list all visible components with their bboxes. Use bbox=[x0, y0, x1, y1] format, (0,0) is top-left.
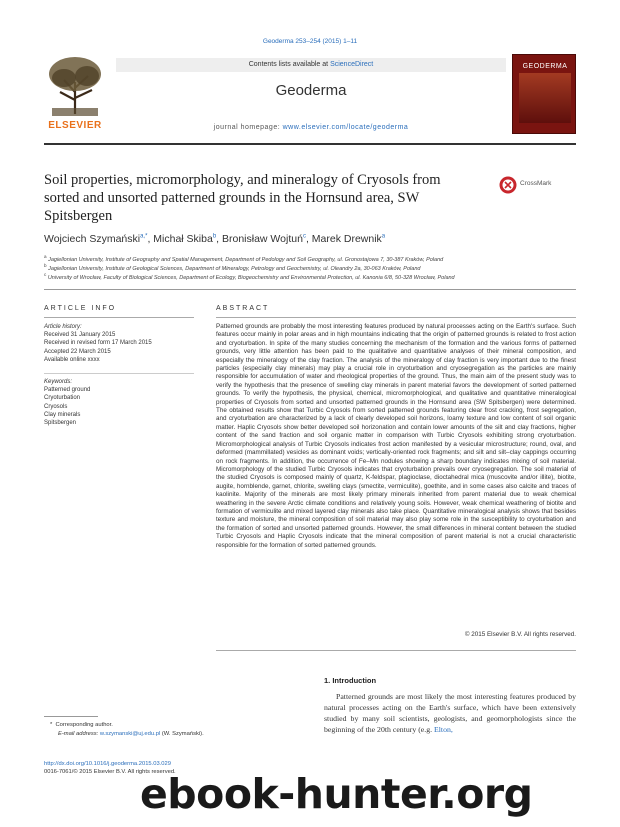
footnote-label: Corresponding author. bbox=[55, 722, 113, 728]
doi-link[interactable]: http://dx.doi.org/10.1016/j.geoderma.2015.03.029 bbox=[44, 761, 171, 767]
affiliation-a: $^a$ Jagiellonian University, Institute of Geography and Spatial Management, Department of Pedology and Soil Geography, ul. Gronostajowa 7, 30-387 Kraków, Poland bbox=[44, 254, 444, 263]
publisher-wordmark: ELSEVIER bbox=[48, 120, 102, 131]
article-info-divider bbox=[44, 317, 194, 318]
elsevier-logo[interactable] bbox=[44, 52, 106, 132]
abstract-bottom-divider bbox=[216, 650, 576, 651]
article-title: Soil properties, micromorphology, and mineralogy of Cryosols from sorted and unsorted patterned grounds in the Hornsund area, SW Spitsbergen bbox=[44, 172, 441, 224]
history-item: Available online xxxx bbox=[44, 356, 100, 363]
abstract-heading: ABSTRACT bbox=[216, 305, 270, 312]
homepage-prefix: journal homepage: bbox=[213, 124, 283, 131]
history-item: Accepted 22 March 2015 bbox=[44, 348, 111, 355]
author-name[interactable]: Marek Drewnik bbox=[311, 233, 382, 245]
journal-name: Geoderma bbox=[275, 82, 347, 99]
author-affil-marker[interactable]: b bbox=[212, 233, 217, 240]
history-item: Received in revised form 17 March 2015 bbox=[44, 340, 152, 347]
keyword: Clay minerals bbox=[44, 411, 81, 418]
author-name[interactable]: Wojciech Szymański bbox=[44, 233, 141, 245]
crossmark-badge[interactable] bbox=[499, 176, 579, 194]
homepage-link[interactable]: www.elsevier.com/locate/geoderma bbox=[282, 124, 409, 131]
issn-line: 0016-7061/© 2015 Elsevier B.V. All rights reserved. bbox=[44, 769, 176, 775]
footnote-divider bbox=[44, 716, 98, 717]
email-label: E-mail address: bbox=[58, 731, 100, 737]
history-label: Article history: bbox=[44, 324, 82, 330]
author-email-link[interactable]: w.szymanski@uj.edu.pl bbox=[99, 731, 161, 737]
keywords-divider bbox=[44, 373, 194, 374]
journal-header bbox=[44, 52, 576, 141]
keyword: Cryosols bbox=[44, 403, 68, 410]
watermark: ebook-hunter.org bbox=[140, 770, 533, 818]
header-divider bbox=[44, 143, 576, 145]
corresponding-author-footnote bbox=[44, 721, 294, 739]
journal-cover[interactable] bbox=[512, 54, 576, 134]
author-affil-marker[interactable]: a,* bbox=[140, 233, 148, 240]
article-history bbox=[44, 323, 194, 364]
introduction-heading: 1. Introduction bbox=[324, 676, 377, 685]
keywords bbox=[44, 378, 194, 427]
keyword: Patterned ground bbox=[44, 387, 91, 394]
keyword: Spitsbergen bbox=[44, 420, 77, 427]
affiliation-b: $^b$ Jagiellonian University, Institute of Geological Sciences, Department of Mineralogy, Petrology and Geochemistry, ul. Oleandry 2a, 30-063 Kraków, Poland bbox=[44, 263, 421, 272]
author-name[interactable]: Michał Skiba bbox=[153, 233, 213, 245]
email-suffix: (W. Szymański). bbox=[160, 731, 204, 737]
abstract-body: Patterned grounds are probably the most interesting features produced by natural processes acting on the Earth's surface. Such features occur mainly in polar areas and in high mountains indicating that the origin of patterned grounds is related to frost action and cryoturbation. In spite of the many studies concerning the mechanism of the formation and the various forms of patterned grounds, very little attention has been paid to the qualitative and quantitative analyses of their mineral composition, and especially the mineralogy of the clay fraction. The analysis of the mineralogy of clay fraction is very important due to the finest particles (especially clay minerals) may play a crucial role in cryoturbation and cryosegregation as the particles are mainly responsible for accumulation of water and rheological properties of the ground. Thus, the main aim of the present study was to verify the hypothesis that the presence of swelling clay minerals in parent material favors the development of sorted patterned grounds. To verify the hypothesis, the physical, chemical, micromorphological, and qualitative and quantitative mineralogical properties of Cryosols from sorted and unsorted patterned grounds in the Hornsund area (SW Spitsbergen) were determined. The obtained results show that Turbic Cryosols from sorted patterned grounds featuring clear frost cracking, frost segregation, and cryoturbation are characterized by a lack of clearly developed soil horizons, loamy texture and low content of soil organic matter. Haplic Cryosols show better developed soil horizonation and contain lower amounts of the silt and clay fractions, higher content of the sand fraction and soil organic matter in comparison with Turbic Cryosols exhibiting strong cryoturbation. Micromorphological analysis of Turbic Cryosols indicates frost action manifested by a vesicular microstructure; round, oval, and deformed (mammillated) vesicles as dominant voids; vertically-oriented rock fragments; and silt and silt–clay cappings occurring on rock fragments. In addition, the occurrence of Fe–Mn nodules showing a sharp boundary indicates mixing of soil material. Micromorphology of the studied Turbic Cryosols indicates that cryoturbation prevails over cryosegregation. The soil material of the studied Cryosols is composed mainly of quartz, K-feldspar, plagioclase, dioctahedral mica (muscovite and/or illite), biotite, augite, hornblende, garnet, chlorite, swelling clays (smectite, vermiculite), goethite, and in some cases also calcite and traces of kaolinite. Majority of the minerals are most likely primary minerals inherited from parent material due to weak chemical weathering in the severe Arctic climate conditions and relatively young soils. However, weak chemical weathering of biotite and formation of vermiculite and mixed layered clay minerals also take place. Quantitative mineralogical analysis shows that besides texture and moisture, the mineral composition of soil material may also play some role in the susceptibility to cryoturbation and the formation of sorted and unsorted patterned grounds. However, the small differences in mineral content between the studied Turbic Cryosols and Haplic Cryosols indicate that the mineral composition of parent material is not a crucial characteristic responsible for the formation of sorted patterned grounds. bbox=[216, 323, 576, 549]
introduction-body: Patterned grounds are most likely the most interesting features produced by natural processes acting on the Earth's surface, which have been extensively studied by many soil scientists, geologists, and geomorphologists since the beginning of the 20th century (e.g. Elton, bbox=[324, 692, 576, 734]
keywords-label: Keywords: bbox=[44, 379, 73, 385]
copyright-notice: © 2015 Elsevier B.V. All rights reserved. bbox=[464, 631, 576, 638]
contents-bar bbox=[116, 58, 506, 72]
affiliation-divider bbox=[44, 289, 576, 290]
keyword: Cryoturbation bbox=[44, 395, 81, 402]
cover-image bbox=[519, 73, 571, 123]
crossmark-icon bbox=[499, 176, 517, 194]
abstract-divider bbox=[216, 317, 576, 318]
history-item: Received 31 January 2015 bbox=[44, 332, 116, 339]
journal-homepage bbox=[116, 124, 506, 131]
author-affil-marker[interactable]: a bbox=[381, 233, 386, 240]
author-list: Wojciech Szymański$^{a,*}$, Michał Skiba$^b$, Bronisław Wojtuń$^c$, Marek Drewnik$^a$ bbox=[44, 233, 386, 245]
footnote-marker: * bbox=[50, 722, 53, 728]
contents-prefix: Contents lists available at bbox=[248, 61, 331, 68]
crossmark-label: CrossMark bbox=[520, 180, 552, 187]
journal-reference[interactable]: Geoderma 253–254 (2015) 1–11 bbox=[262, 38, 358, 45]
author-affil-marker[interactable]: c bbox=[302, 233, 306, 240]
sciencedirect-link[interactable]: ScienceDirect bbox=[330, 61, 374, 68]
author-name[interactable]: Bronisław Wojtuń bbox=[222, 233, 303, 245]
citation-link[interactable]: Elton, bbox=[434, 725, 453, 734]
article-info-heading: ARTICLE INFO bbox=[44, 305, 117, 312]
affiliation-c: $^c$ University of Wrocław, Faculty of Biological Sciences, Department of Ecology, Biogeochemistry and Environmental Protection, ul. Kanonia 6/8, 50-328 Wrocław, Poland bbox=[44, 272, 455, 281]
cover-title: GEODERMA bbox=[522, 63, 568, 70]
